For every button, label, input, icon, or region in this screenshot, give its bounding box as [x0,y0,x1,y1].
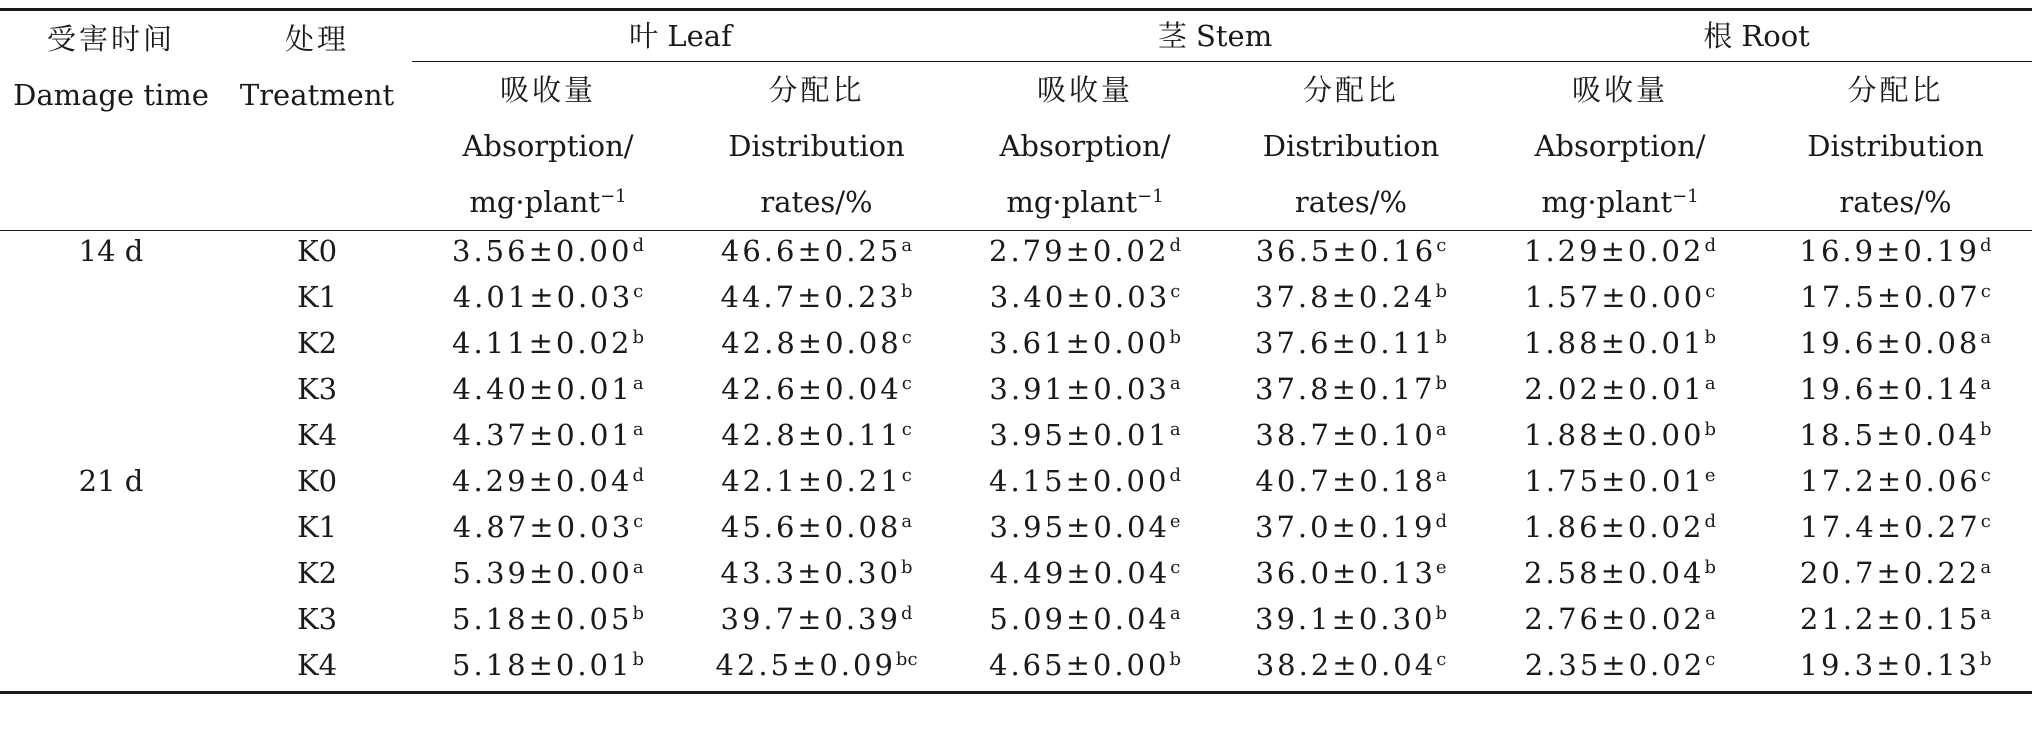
value-cell: 4.40±0.01$^a$ [452,372,644,406]
significance-letter: b [1704,557,1716,578]
table-row [0,323,2032,369]
treatment-cell: K1 [296,280,338,314]
significance-letter: b [900,281,913,302]
value-cell: 1.88±0.01$^b$ [1524,326,1716,360]
value-cell: 19.3±0.13$^b$ [1799,648,1992,682]
value-cell: 37.0±0.19$^d$ [1255,510,1447,544]
value-cell: 3.91±0.03$^a$ [989,372,1181,406]
significance-letter: b [1704,327,1716,348]
value-cell: 42.8±0.11$^c$ [721,418,912,452]
value-cell: 5.18±0.05$^b$ [452,602,644,636]
value-cell: 19.6±0.14$^a$ [1799,372,1992,406]
value-cell: 19.6±0.08$^a$ [1799,326,1992,360]
root-group-header: 根 Root [1481,10,2032,62]
value-cell: 3.61±0.00$^b$ [989,326,1181,360]
value-cell: 2.79±0.02$^d$ [989,234,1181,268]
value-cell: 1.57±0.00$^c$ [1524,280,1716,314]
significance-letter: b [1435,327,1447,348]
significance-letter: a [1980,373,1992,394]
significance-letter: b [1435,373,1447,394]
data-table [0,8,2032,694]
treatment-header: 处理 Treatment [222,10,412,231]
value-cell: 16.9±0.19$^d$ [1799,234,1992,268]
table-row [0,277,2032,323]
value-cell: 17.5±0.07$^c$ [1800,280,1991,314]
value-cell: 1.75±0.01$^e$ [1524,464,1716,498]
significance-letter: a [1704,373,1716,394]
value-cell: 1.29±0.02$^d$ [1524,234,1716,268]
treatment-cell: K1 [296,510,338,544]
damage-time-cell [0,553,222,599]
treatment-cell: K0 [296,234,338,268]
significance-letter: bc [895,649,918,670]
significance-letter: c [633,511,644,532]
treatment-cell: K3 [296,602,338,636]
significance-letter: d [1704,235,1716,256]
significance-letter: e [1435,557,1447,578]
table-row [0,369,2032,415]
significance-letter: b [632,327,644,348]
value-cell: 36.5±0.16$^c$ [1255,234,1447,268]
value-cell: 3.40±0.03$^c$ [989,280,1181,314]
significance-letter: b [1435,281,1447,302]
value-cell: 4.15±0.00$^d$ [989,464,1181,498]
value-cell: 42.6±0.04$^c$ [721,372,912,406]
significance-letter: c [1170,557,1181,578]
value-cell: 42.5±0.09$^{bc}$ [715,648,918,682]
value-cell: 5.18±0.01$^b$ [452,648,644,682]
significance-letter: c [1980,511,1991,532]
leaf-group-header: 叶 Leaf [412,10,949,62]
value-cell: 39.1±0.30$^b$ [1255,602,1447,636]
significance-letter: a [1169,419,1181,440]
value-cell: 43.3±0.30$^b$ [720,556,913,590]
table-header [0,10,2032,231]
significance-letter: a [632,557,644,578]
significance-letter: c [901,373,912,394]
value-cell: 4.87±0.03$^c$ [452,510,644,544]
significance-letter: b [900,557,913,578]
value-cell: 4.11±0.02$^b$ [452,326,644,360]
value-cell: 38.2±0.04$^c$ [1255,648,1447,682]
significance-letter: d [1169,235,1181,256]
value-cell: 2.02±0.01$^a$ [1524,372,1716,406]
significance-letter: c [901,465,912,486]
significance-letter: a [901,511,913,532]
treatment-cell: K2 [296,556,338,590]
value-cell: 20.7±0.22$^a$ [1799,556,1992,590]
significance-letter: b [1979,649,1992,670]
stem-absorption-header: 吸收量 Absorption/ mg·plant$^{-1}$ [949,62,1221,231]
significance-letter: a [1435,419,1447,440]
significance-letter: b [632,649,644,670]
value-cell: 2.58±0.04$^b$ [1524,556,1716,590]
significance-letter: b [1979,419,1992,440]
significance-letter: a [1980,557,1992,578]
damage-time-cell: 14 d [78,234,144,268]
root-distribution-header: 分配比 Distribution rates/% [1759,62,2032,231]
value-cell: 37.8±0.24$^b$ [1255,280,1447,314]
significance-letter: c [1705,649,1716,670]
significance-letter: b [1435,603,1447,624]
treatment-cell: K3 [296,372,338,406]
table-row [0,599,2032,645]
value-cell: 17.4±0.27$^c$ [1800,510,1991,544]
value-cell: 38.7±0.10$^a$ [1255,418,1447,452]
value-cell: 40.7±0.18$^a$ [1255,464,1447,498]
significance-letter: c [1436,649,1447,670]
significance-letter: c [901,419,912,440]
value-cell: 4.29±0.04$^d$ [452,464,644,498]
value-cell: 3.95±0.04$^e$ [989,510,1181,544]
value-cell: 2.35±0.02$^c$ [1524,648,1716,682]
value-cell: 45.6±0.08$^a$ [720,510,913,544]
significance-letter: a [1704,603,1716,624]
value-cell: 1.86±0.02$^d$ [1524,510,1716,544]
significance-letter: c [1170,281,1181,302]
damage-time-cell [0,277,222,323]
significance-letter: a [1169,603,1181,624]
damage-time-cell [0,507,222,553]
leaf-absorption-header: 吸收量 Absorption/ mg·plant$^{-1}$ [412,62,684,231]
treatment-cell: K4 [296,418,338,452]
value-cell: 44.7±0.23$^b$ [720,280,913,314]
treatment-cell: K4 [296,648,338,682]
value-cell: 37.8±0.17$^b$ [1255,372,1447,406]
value-cell: 4.01±0.03$^c$ [452,280,644,314]
significance-letter: a [1169,373,1181,394]
value-cell: 3.56±0.00$^d$ [452,234,644,268]
root-absorption-header: 吸收量 Absorption/ mg·plant$^{-1}$ [1481,62,1759,231]
leaf-distribution-header: 分配比 Distribution rates/% [684,62,949,231]
value-cell: 5.09±0.04$^a$ [989,602,1181,636]
value-cell: 5.39±0.00$^a$ [452,556,644,590]
significance-letter: a [632,373,644,394]
value-cell: 42.8±0.08$^c$ [721,326,912,360]
significance-letter: b [1169,649,1181,670]
significance-letter: a [901,235,913,256]
significance-letter: a [1435,465,1447,486]
value-cell: 2.76±0.02$^a$ [1524,602,1716,636]
significance-letter: d [900,603,913,624]
value-cell: 42.1±0.21$^c$ [721,464,912,498]
significance-letter: c [1980,465,1991,486]
significance-letter: b [1704,419,1716,440]
table-body [0,231,2032,693]
damage-time-cell: 21 d [78,464,144,498]
damage-time-cell [0,415,222,461]
significance-letter: a [1980,327,1992,348]
damage-time-header: 受害时间 Damage time [0,10,222,231]
significance-letter: d [632,465,644,486]
significance-letter: e [1169,511,1181,532]
significance-letter: c [1705,281,1716,302]
damage-time-cell [0,369,222,415]
table-row [0,415,2032,461]
table-row [0,507,2032,553]
treatment-cell: K0 [296,464,338,498]
significance-letter: b [1169,327,1181,348]
significance-letter: d [632,235,644,256]
value-cell: 36.0±0.13$^e$ [1255,556,1447,590]
value-cell: 3.95±0.01$^a$ [989,418,1181,452]
value-cell: 4.65±0.00$^b$ [989,648,1181,682]
significance-letter: d [1169,465,1181,486]
significance-letter: d [1704,511,1716,532]
significance-letter: a [632,419,644,440]
table-row [0,645,2032,693]
value-cell: 18.5±0.04$^b$ [1799,418,1992,452]
significance-letter: c [901,327,912,348]
damage-time-cell [0,323,222,369]
damage-time-cell [0,645,222,693]
damage-time-cell [0,599,222,645]
significance-letter: c [1980,281,1991,302]
significance-letter: d [1979,235,1992,256]
value-cell: 21.2±0.15$^a$ [1799,602,1992,636]
significance-letter: e [1704,465,1716,486]
table-row [0,553,2032,599]
significance-letter: b [632,603,644,624]
value-cell: 4.37±0.01$^a$ [452,418,644,452]
value-cell: 46.6±0.25$^a$ [720,234,913,268]
value-cell: 17.2±0.06$^c$ [1800,464,1991,498]
value-cell: 1.88±0.00$^b$ [1524,418,1716,452]
significance-letter: a [1980,603,1992,624]
stem-distribution-header: 分配比 Distribution rates/% [1221,62,1481,231]
value-cell: 39.7±0.39$^d$ [720,602,913,636]
value-cell: 4.49±0.04$^c$ [989,556,1181,590]
stem-group-header: 茎 Stem [949,10,1481,62]
table-row [0,461,2032,507]
value-cell: 37.6±0.11$^b$ [1255,326,1447,360]
significance-letter: c [1436,235,1447,256]
significance-letter: d [1435,511,1447,532]
treatment-cell: K2 [296,326,338,360]
table-row [0,231,2032,278]
significance-letter: c [633,281,644,302]
